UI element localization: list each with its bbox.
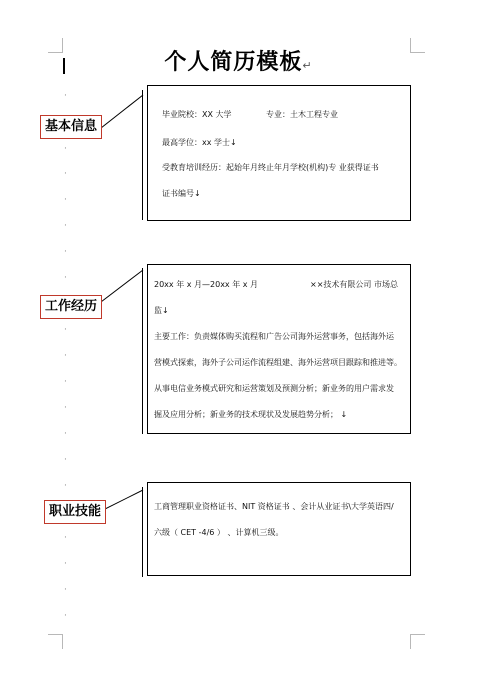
paragraph-mark-icon: · — [64, 611, 67, 621]
work-description-line-3: 从事电信业务模式研究和运营策划及预测分析；新业务的用户需求发 — [154, 384, 394, 393]
company-text-end: 监↓ — [154, 306, 169, 315]
title-text: 个人简历模板 — [164, 50, 303, 75]
work-description-line-4: 掘及应用分析；新业务的技术现状及发展趋势分析； ↓ — [154, 410, 348, 419]
paragraph-mark-icon: · — [64, 247, 67, 257]
skills-line-1: 工商管理职业资格证书、NIT 资格证书 、会计从业证书\大学英语四/ — [154, 502, 394, 511]
paragraph-mark-icon: · — [64, 533, 67, 543]
school-text: 毕业院校：XX 大学 — [162, 110, 232, 119]
skills-line-2: 六级（ CET -4/6 ） 、计算机三级。 — [154, 528, 284, 537]
paragraph-mark-icon: · — [64, 273, 67, 283]
degree-text: 最高学位：xx 学士↓ — [162, 138, 237, 147]
certificate-label: 业获得证书 — [338, 163, 379, 172]
section-divider — [142, 90, 143, 220]
paragraph-mark-icon: · — [64, 351, 67, 361]
paragraph-mark-icon: ↵ — [302, 59, 313, 72]
paragraph-mark-icon: · — [64, 325, 67, 335]
paragraph-mark-icon: · — [64, 221, 67, 231]
paragraph-mark-icon: · — [64, 403, 67, 413]
training-history: 受教育培训经历：起始年月终止年月学校(机构)专 — [162, 163, 337, 172]
section-label-work-experience: 工作经历 — [40, 295, 102, 319]
work-period-text: 20xx 年 x 月—20xx 年 x 月 — [154, 280, 259, 289]
paragraph-mark-icon: · — [64, 195, 67, 205]
basic-info-box[interactable] — [147, 85, 411, 221]
paragraph-mark-icon: · — [64, 585, 67, 595]
paragraph-mark-icon: · — [64, 377, 67, 387]
paragraph-mark-icon: · — [64, 91, 67, 101]
section-label-basic-info: 基本信息 — [40, 115, 102, 139]
paragraph-mark-icon: · — [64, 144, 67, 154]
certificate-number-text: 证书编号↓ — [162, 189, 201, 198]
paragraph-mark-icon: · — [64, 169, 67, 179]
section-divider — [142, 268, 143, 434]
paragraph-mark-icon: · — [64, 559, 67, 569]
paragraph-mark-icon: · — [64, 481, 67, 491]
work-description-line-1: 主要工作：负责媒体购买流程和广告公司海外运营事务，包括海外运 — [154, 332, 394, 341]
work-description-line-2: 营模式探索，海外子公司运作流程组建、海外运营项目跟踪和推进等。 — [154, 358, 402, 367]
company-text: ××技术有限公司 市场总 — [310, 280, 398, 289]
paragraph-mark-icon: · — [64, 455, 67, 465]
paragraph-mark-icon: · — [64, 429, 67, 439]
section-label-skills: 职业技能 — [44, 500, 106, 524]
skills-box[interactable] — [147, 482, 411, 576]
section-divider — [142, 487, 143, 577]
work-experience-box[interactable] — [147, 264, 411, 434]
training-text — [162, 162, 379, 174]
major-text: 专业：土木工程专业 — [266, 110, 338, 119]
